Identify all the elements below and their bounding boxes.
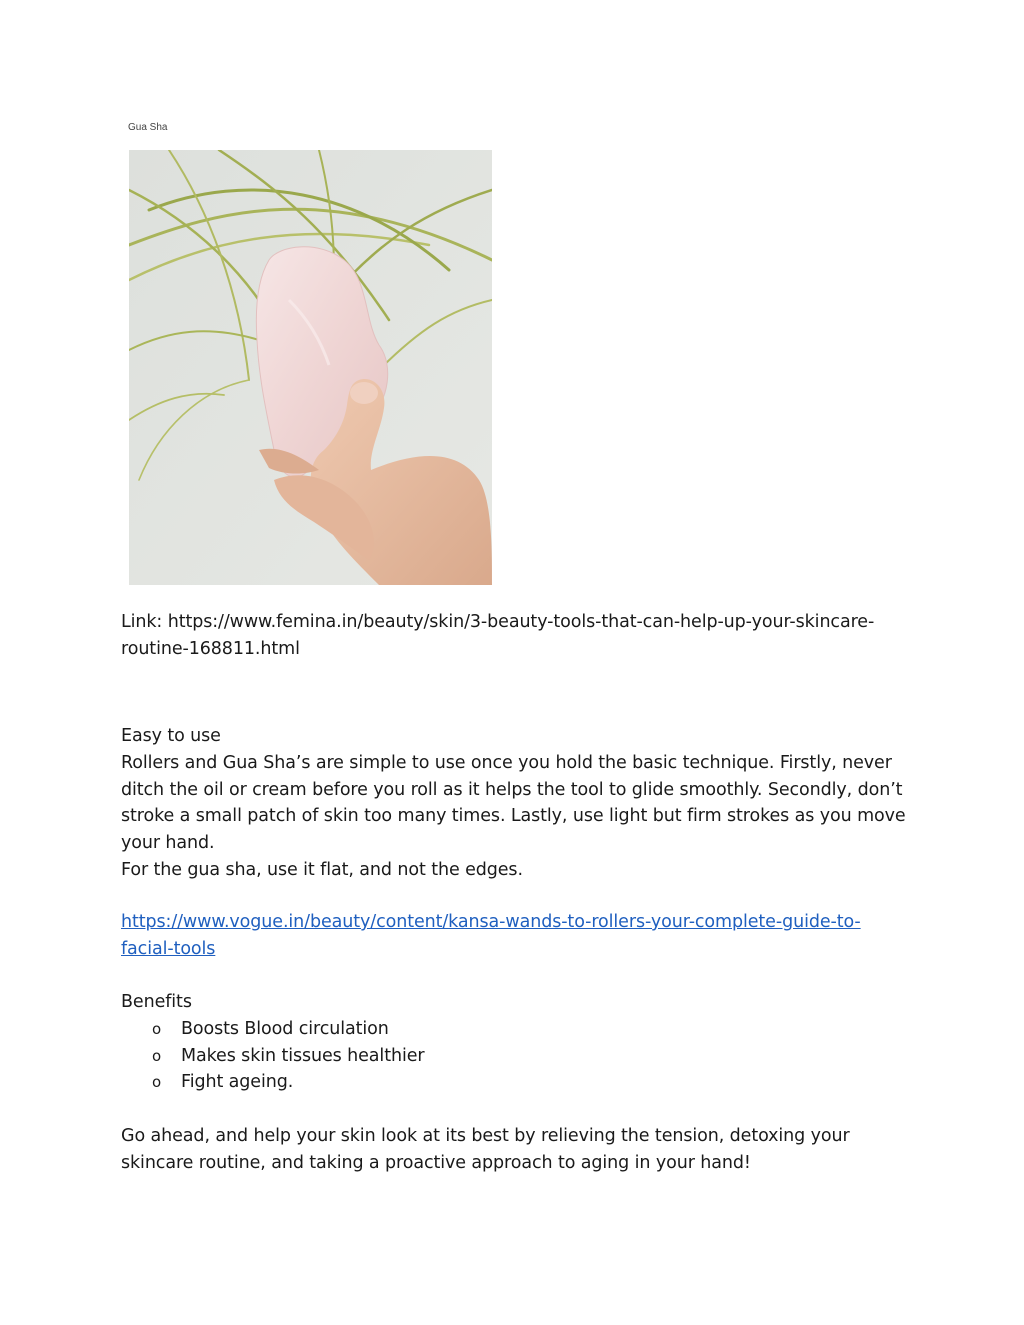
list-item: o Boosts Blood circulation xyxy=(121,1016,911,1043)
link-paragraph xyxy=(121,609,911,663)
list-item: o Fight ageing. xyxy=(121,1069,911,1096)
image-caption: Gua Sha xyxy=(128,122,168,133)
benefits-section xyxy=(121,989,911,1096)
link-label: Link: xyxy=(121,612,163,632)
bullet-marker: o xyxy=(152,1073,162,1092)
vogue-link-paragraph xyxy=(121,909,911,963)
gua-sha-photo xyxy=(129,150,492,585)
femina-url: https://www.femina.in/beauty/skin/3-beauty-tools-that-can-help-up-your-skincare-routine-168811.html xyxy=(121,612,875,659)
section-heading: Easy to use xyxy=(121,726,221,746)
list-item: o Makes skin tissues healthier xyxy=(121,1043,911,1070)
bullet-marker: o xyxy=(152,1019,162,1038)
closing-section xyxy=(121,1123,911,1177)
gua-sha-note: For the gua sha, use it flat, and not the edges. xyxy=(121,859,523,880)
benefits-heading: Benefits xyxy=(121,992,192,1012)
vogue-link[interactable]: https://www.vogue.in/beauty/content/kansa-wands-to-rollers-your-complete-guide-to-facial-tools xyxy=(121,912,861,959)
bullet-marker: o xyxy=(152,1046,162,1065)
easy-to-use-section xyxy=(121,723,911,884)
easy-to-use-paragraph: Rollers and Gua Sha’s are simple to use once you hold the basic technique. Firstly, never ditch the oil or cream before you roll as it helps the tool to glide smoothly. Secondly, don’t stroke a small patch of skin too many times. Lastly, use light but firm strokes as you move your hand. xyxy=(121,752,906,854)
closing-paragraph: Go ahead, and help your skin look at its best by relieving the tension, detoxing your skincare routine, and taking a proactive approach to aging in your hand! xyxy=(121,1126,850,1173)
benefits-list xyxy=(121,1016,911,1096)
